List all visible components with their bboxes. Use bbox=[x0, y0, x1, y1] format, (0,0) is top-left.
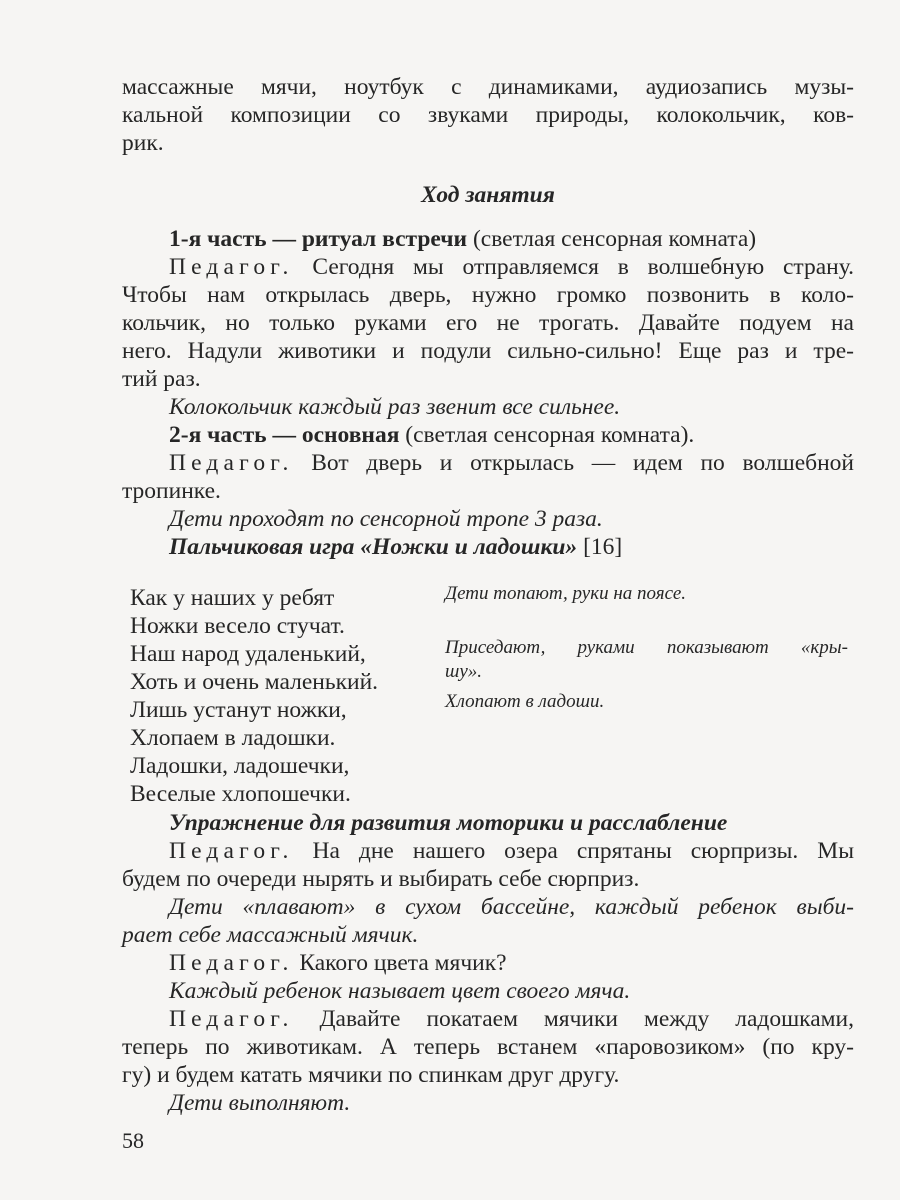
text-line: рик. bbox=[122, 130, 164, 156]
paragraph-line: гу) и будем катать мячики по спинкам друг другу. bbox=[122, 1062, 620, 1088]
poem-line: Хлопаем в ладошки. bbox=[130, 725, 336, 751]
text-line: массажные мячи, ноутбук с динамиками, аудиозапись музы- bbox=[122, 74, 854, 100]
stage-direction: Каждый ребенок называет цвет своего мяча. bbox=[169, 978, 631, 1004]
poem-note: Приседают, руками показывают «кры- bbox=[445, 637, 848, 658]
poem-line: Лишь устанут ножки, bbox=[130, 697, 347, 723]
text-line: кальной композиции со звуками природы, колокольчик, ков- bbox=[122, 102, 854, 128]
paragraph-line: будем по очереди нырять и выбирать себе сюрприз. bbox=[122, 866, 640, 892]
page-number: 58 bbox=[122, 1128, 144, 1153]
stage-direction: Дети проходят по сенсорной тропе 3 раза. bbox=[169, 506, 603, 532]
part-2-location: (светлая сенсорная комната). bbox=[399, 422, 695, 448]
paragraph-line: тропинке. bbox=[122, 478, 221, 504]
speaker-label: Педагог. bbox=[169, 950, 294, 976]
speaker-label: Педагог. bbox=[169, 1006, 294, 1032]
paragraph-line: Педагог. Какого цвета мячик? bbox=[169, 950, 507, 976]
exercise-title: Упражнение для развития моторики и расслабление bbox=[169, 810, 728, 836]
reference: [16] bbox=[577, 534, 623, 560]
stage-direction: Дети «плавают» в сухом бассейне, каждый ребенок выби- bbox=[169, 894, 854, 920]
poem-line: Ладошки, ладошечки, bbox=[130, 753, 350, 779]
stage-direction: Дети выполняют. bbox=[169, 1090, 351, 1116]
poem-note: Дети топают, руки на поясе. bbox=[445, 583, 686, 604]
part-1-location: (светлая сенсорная комната) bbox=[467, 226, 757, 252]
paragraph-line: Педагог. На дне нашего озера спрятаны сюрпризы. Мы bbox=[169, 838, 854, 864]
poem-line: Веселые хлопошечки. bbox=[130, 781, 351, 807]
poem-line: Ножки весело стучат. bbox=[130, 613, 345, 639]
poem-line: Как у наших у ребят bbox=[130, 585, 335, 611]
part-2-label: 2-я часть — bbox=[169, 422, 302, 448]
part-1-title: 1-я часть — ритуал встречи bbox=[169, 226, 468, 252]
stage-direction: Колокольчик каждый раз звенит все сильнее. bbox=[169, 394, 621, 420]
paragraph-line: кольчик, но только руками его не трогать. Давайте подуем на bbox=[122, 310, 854, 336]
paragraph-line: тий раз. bbox=[122, 366, 201, 392]
speaker-label: Педагог. bbox=[169, 838, 294, 864]
part-2-heading bbox=[122, 421, 854, 449]
poem-note: шу». bbox=[445, 661, 483, 682]
paragraph-line: Чтобы нам открылась дверь, нужно громко позвонить в коло- bbox=[122, 282, 854, 308]
paragraph-line: него. Надули животики и подули сильно-сильно! Еще раз и тре- bbox=[122, 338, 854, 364]
poem-line: Хоть и очень маленький. bbox=[130, 669, 379, 695]
part-1-heading bbox=[122, 225, 854, 253]
section-heading: Ход занятия bbox=[421, 182, 555, 208]
paragraph-line: теперь по животикам. А теперь встанем «паровозиком» (по кру- bbox=[122, 1034, 854, 1060]
paragraph-line: Педагог. Вот дверь и открылась — идем по волшебной bbox=[169, 450, 854, 476]
speaker-label: Педагог. bbox=[169, 450, 294, 476]
poem-line: Наш народ удаленький, bbox=[130, 641, 366, 667]
paragraph-line: Педагог. Сегодня мы отправляемся в волшебную страну. bbox=[169, 254, 854, 280]
paragraph-line: Педагог. Давайте покатаем мячики между ладошками, bbox=[169, 1006, 854, 1032]
poem-note: Хлопают в ладоши. bbox=[445, 691, 605, 712]
speaker-label: Педагог. bbox=[169, 254, 294, 280]
part-2-title: основная bbox=[301, 422, 400, 448]
finger-game-title: Пальчиковая игра «Ножки и ладошки» [16] bbox=[169, 534, 623, 560]
stage-direction: рает себе массажный мячик. bbox=[122, 922, 419, 948]
